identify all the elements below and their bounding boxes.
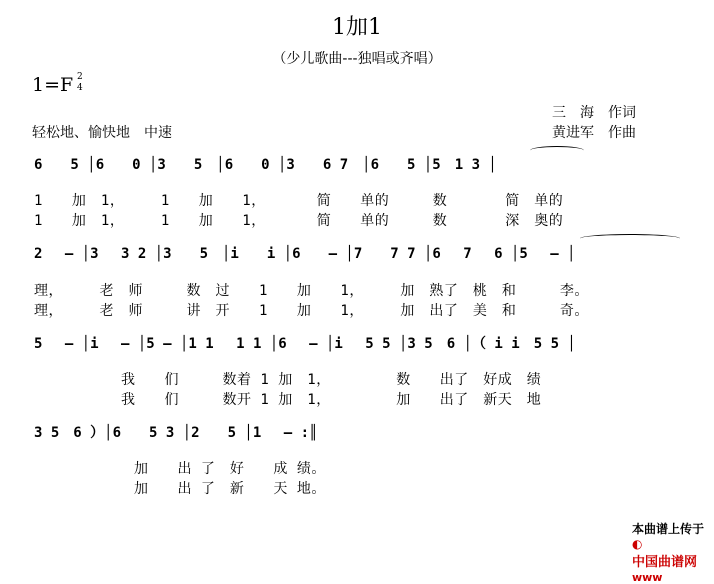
lyricist-credit: 三 海 作词 [552, 105, 636, 121]
lyric-row-1-verse-1: 1 加 1， 1 加 1， 简 单的 数 简 单的 [34, 193, 564, 209]
lyric-row-3-verse-2: 我 们 数开 1 加 1， 加 出了 新天 地 [34, 392, 542, 408]
lyric-row-1-verse-2: 1 加 1， 1 加 1， 简 单的 数 深 奥的 [34, 213, 564, 229]
footer-brand: 中国曲谱网 [631, 555, 697, 570]
upload-footer [624, 506, 704, 584]
lyric-row-2-verse-1: 理， 老 师 数 过 1 加 1， 加 熟了 桃 和 李。 [34, 283, 589, 299]
tempo-marking: 轻松地、愉快地 中速 [32, 125, 172, 141]
key-signature: 1=F [32, 74, 74, 96]
tie-arc [530, 146, 584, 155]
lyric-row-4-verse-2: 加 出 了 新 天 地。 [134, 481, 326, 497]
time-signature-bottom: 4 [77, 83, 83, 93]
notation-row-4: 3 5 6 ）│6 5 3 │2 5 │1 ― :║ [34, 425, 318, 441]
footer-site: www [631, 571, 663, 584]
lyric-row-2-verse-2: 理， 老 师 讲 开 1 加 1， 加 出了 美 和 奇。 [34, 303, 589, 319]
tie-arc [580, 234, 680, 243]
lyric-row-3-verse-1: 我 们 数着 1 加 1， 数 出了 好成 绩 [34, 372, 542, 388]
brand-logo-icon: ◐ [631, 537, 643, 551]
composer-credit: 黄进军 作曲 [552, 125, 636, 141]
time-signature-top: 2 [77, 72, 83, 82]
lyric-row-4-verse-1: 加 出 了 好 成 绩。 [134, 461, 326, 477]
notation-row-3: 5 ― │i ― │5 ― │1 1 1 1 │6 ― │i 5 5 │3 5 6 │（ i i 5 5 │ [34, 336, 576, 352]
notation-row-2: 2 ― │3 3 2 │3 5 │i i │6 ― │7 7 7 │6 7 6 │5 ― │ [34, 246, 576, 262]
page-subtitle: （少儿歌曲---独唱或齐唱） [272, 51, 442, 67]
page-title: 1加1 [332, 15, 382, 40]
notation-row-1: 6 5 │6 0 │3 5 │6 0 │3 6 7 │6 5 │5 1 3 │ [34, 157, 497, 173]
footer-text: 本曲谱上传于 [631, 522, 704, 536]
